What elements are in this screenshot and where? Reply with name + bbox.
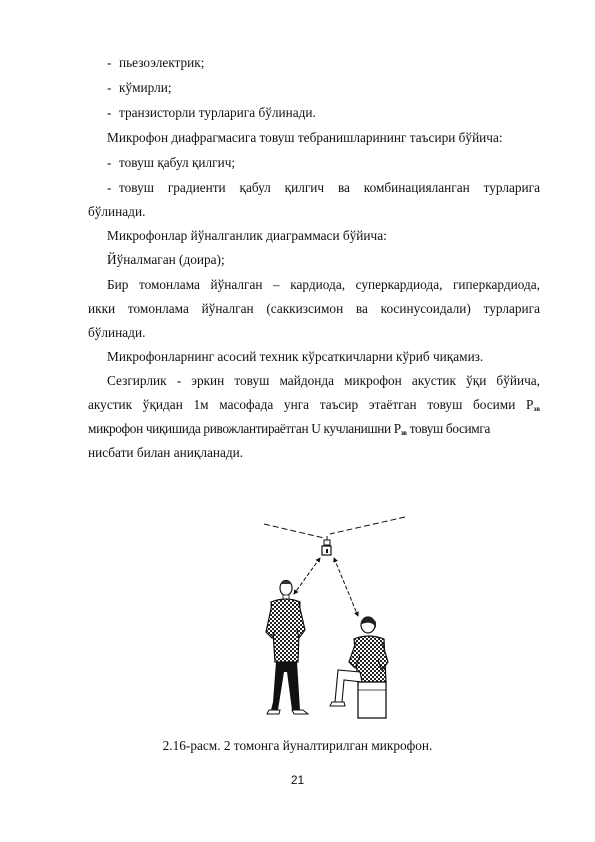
paragraph-sensitivity-line2: акустик ўқидан 1м масофада унга таъсир этаётган товуш босими $P_{зв}$ <box>88 397 540 413</box>
pattern-line <box>330 517 405 534</box>
subscript: зв <box>533 405 540 413</box>
paragraph-sensitivity-line3 <box>88 421 490 441</box>
paragraph-circle: Йўналмаган (доира); <box>107 252 225 267</box>
list-bullet: - <box>107 80 112 95</box>
figure-caption: 2.16-расм. 2 томонга йуналтирилган микрофон. <box>162 738 433 753</box>
page-number: 21 <box>290 773 305 787</box>
list-item: кўмирли; <box>119 80 172 95</box>
arrow-to-standing-person <box>294 558 320 594</box>
list-item: транзисторли турларига бўлинади. <box>119 105 316 120</box>
paragraph-sensitivity-line4: нисбати билан аниқланади. <box>88 445 244 460</box>
microphone-icon <box>322 536 331 555</box>
paragraph-types-line3: бўлинади. <box>88 325 146 340</box>
list-item: товуш қабул қилгич; <box>119 155 236 170</box>
subscript: зв <box>400 429 407 437</box>
standing-person-icon <box>266 581 308 715</box>
paragraph-types-line1: Бир томонлама йўналган – кардиода, суперкардиода, гиперкардиода, <box>107 277 540 292</box>
paragraph-diagram: Микрофонлар йўналганлик диаграммаси бўйича: <box>107 228 387 243</box>
list-bullet: - <box>107 105 112 120</box>
paragraph-types-line2: икки томонлама йўналган (саккизсимон ва косинусоидали) турларига <box>88 301 540 316</box>
figure-microphone-illustration <box>248 512 418 734</box>
pattern-line <box>264 524 324 538</box>
list-bullet: - <box>107 55 112 70</box>
text-segment: товуш босимга <box>406 421 490 436</box>
list-bullet: - <box>107 155 112 170</box>
seated-person-icon <box>330 617 388 718</box>
list-bullet: - <box>107 180 112 195</box>
paragraph-sensitivity-line1: Сезгирлик - эркин товуш майдонда микрофон акустик ўқи бўйича, <box>107 373 540 388</box>
text-segment: микрофон чиқишида ривожлантираётган U кучланишни P <box>88 421 401 436</box>
paragraph-main: Микрофонларнинг асосий техник кўрсаткичларни кўриб чиқамиз. <box>107 349 484 364</box>
list-item-continuation: бўлинади. <box>88 204 146 219</box>
paragraph-membrane: Микрофон диафрагмасига товуш тебранишларининг таъсири бўйича: <box>107 130 503 145</box>
arrow-to-seated-person <box>334 558 358 616</box>
list-item: пьезоэлектрик; <box>119 55 205 70</box>
list-item-justified: товуш градиенти қабул қилгич ва комбинацияланган турларига <box>119 180 540 195</box>
